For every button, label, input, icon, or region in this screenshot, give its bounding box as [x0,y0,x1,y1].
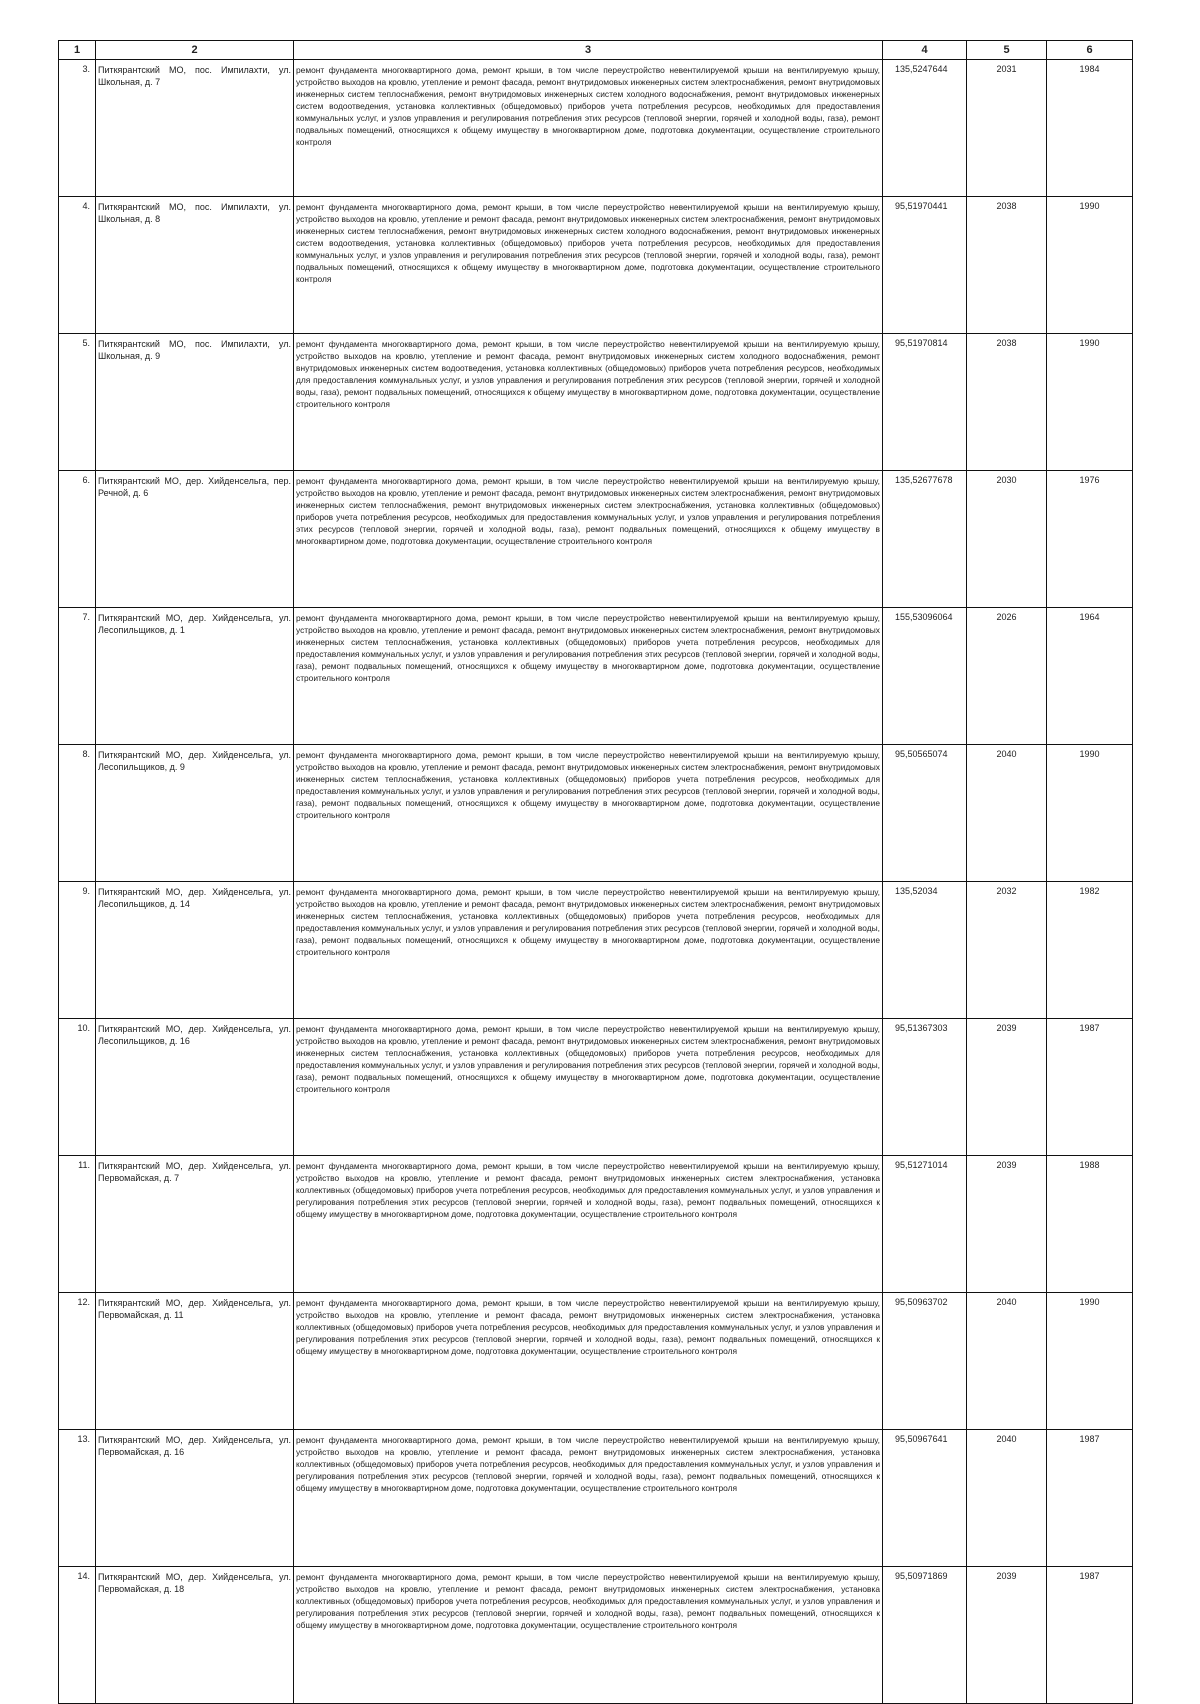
row-address: Питкярантский МО, пос. Импилахти, ул. Школьная, д. 8 [96,197,294,334]
row-built-year: 1982 [1047,882,1133,1019]
row-area: 95,51970814 [883,334,967,471]
header-row [59,41,1133,60]
row-number: 14. [59,1567,96,1704]
register-table [58,40,1133,1704]
row-year: 2038 [967,334,1047,471]
row-year: 2031 [967,60,1047,197]
table-body [59,60,1133,1704]
row-number: 6. [59,471,96,608]
row-area: 95,50967641 [883,1430,967,1567]
row-built-year: 1990 [1047,197,1133,334]
row-number: 8. [59,745,96,882]
row-built-year: 1988 [1047,1156,1133,1293]
row-address: Питкярантский МО, дер. Хийденсельга, пер. Речной, д. 6 [96,471,294,608]
table-row [59,745,1133,882]
row-year: 2030 [967,471,1047,608]
row-works: ремонт фундамента многоквартирного дома, ремонт крыши, в том числе переустройство невентилируемой крыши на вентилируемую крышу, устройство выходов на кровлю, утепление и ремонт фасада, ремонт внутридомовых инженерных систем холодного водоснабжения, ремонт внутридомовых инженерных систем водоотведения, установка коллективных (общедомовых) приборов учета потребления ресурсов, необходимых для предоставления коммунальных услуг, и узлов управления и регулирования потребления этих ресурсов (тепловой энергии, горячей и холодной воды, газа), ремонт подвальных помещений, относящихся к общему имуществу в многоквартирном доме, подготовка документации, осуществление строительного контроля [294,334,883,471]
row-built-year: 1990 [1047,745,1133,882]
row-built-year: 1976 [1047,471,1133,608]
column-header-built: 6 [1047,41,1133,60]
row-address: Питкярантский МО, пос. Импилахти, ул. Школьная, д. 9 [96,334,294,471]
table-row [59,608,1133,745]
table-row [59,882,1133,1019]
row-year: 2040 [967,1293,1047,1430]
row-address: Питкярантский МО, пос. Импилахти, ул. Школьная, д. 7 [96,60,294,197]
table-row [59,1567,1133,1704]
row-area: 95,51367303 [883,1019,967,1156]
table-row [59,471,1133,608]
table-row [59,1430,1133,1567]
table-row [59,197,1133,334]
row-works: ремонт фундамента многоквартирного дома, ремонт крыши, в том числе переустройство невентилируемой крыши на вентилируемую крышу, устройство выходов на кровлю, утепление и ремонт фасада, ремонт внутридомовых инженерных систем электроснабжения, установка коллективных (общедомовых) приборов учета потребления ресурсов, необходимых для предоставления коммунальных услуг, и узлов управления и регулирования потребления этих ресурсов (тепловой энергии, горячей и холодной воды, газа), ремонт подвальных помещений, относящихся к общему имуществу в многоквартирном доме, подготовка документации, осуществление строительного контроля [294,1430,883,1567]
row-works: ремонт фундамента многоквартирного дома, ремонт крыши, в том числе переустройство невентилируемой крыши на вентилируемую крышу, устройство выходов на кровлю, утепление и ремонт фасада, ремонт внутридомовых инженерных систем электроснабжения, ремонт внутридомовых инженерных систем теплоснабжения, установка коллективных (общедомовых) приборов учета потребления ресурсов, необходимых для предоставления коммунальных услуг, и узлов управления и регулирования потребления этих ресурсов (тепловой энергии, горячей и холодной воды, газа), ремонт подвальных помещений, относящихся к общему имуществу в многоквартирном доме, подготовка документации, осуществление строительного контроля [294,1019,883,1156]
row-number: 5. [59,334,96,471]
column-header-area: 4 [883,41,967,60]
row-built-year: 1990 [1047,1293,1133,1430]
row-number: 13. [59,1430,96,1567]
row-works: ремонт фундамента многоквартирного дома, ремонт крыши, в том числе переустройство невентилируемой крыши на вентилируемую крышу, устройство выходов на кровлю, утепление и ремонт фасада, ремонт внутридомовых инженерных систем электроснабжения, ремонт внутридомовых инженерных систем теплоснабжения, ремонт внутридомовых инженерных систем холодного водоснабжения, ремонт внутридомовых инженерных систем водоотведения, установка коллективных (общедомовых) приборов учета потребления ресурсов, необходимых для предоставления коммунальных услуг, и узлов управления и регулирования потребления этих ресурсов (тепловой энергии, горячей и холодной воды, газа), ремонт подвальных помещений, относящихся к общему имуществу в многоквартирном доме, подготовка документации, осуществление строительного контроля [294,197,883,334]
row-area: 135,5247644 [883,60,967,197]
row-number: 10. [59,1019,96,1156]
row-area: 95,50963702 [883,1293,967,1430]
row-built-year: 1987 [1047,1019,1133,1156]
row-area: 135,52677678 [883,471,967,608]
row-address: Питкярантский МО, дер. Хийденсельга, ул. Первомайская, д. 16 [96,1430,294,1567]
row-area: 135,52034 [883,882,967,1019]
row-year: 2040 [967,1430,1047,1567]
row-works: ремонт фундамента многоквартирного дома, ремонт крыши, в том числе переустройство невентилируемой крыши на вентилируемую крышу, устройство выходов на кровлю, утепление и ремонт фасада, ремонт внутридомовых инженерных систем электроснабжения, установка коллективных (общедомовых) приборов учета потребления ресурсов, необходимых для предоставления коммунальных услуг, и узлов управления и регулирования потребления этих ресурсов (тепловой энергии, горячей и холодной воды, газа), ремонт подвальных помещений, относящихся к общему имуществу в многоквартирном доме, подготовка документации, осуществление строительного контроля [294,1293,883,1430]
row-address: Питкярантский МО, дер. Хийденсельга, ул. Первомайская, д. 18 [96,1567,294,1704]
row-address: Питкярантский МО, дер. Хийденсельга, ул. Лесопильщиков, д. 9 [96,745,294,882]
row-address: Питкярантский МО, дер. Хийденсельга, ул. Лесопильщиков, д. 14 [96,882,294,1019]
row-built-year: 1984 [1047,60,1133,197]
row-area: 155,53096064 [883,608,967,745]
row-works: ремонт фундамента многоквартирного дома, ремонт крыши, в том числе переустройство невентилируемой крыши на вентилируемую крышу, устройство выходов на кровлю, утепление и ремонт фасада, ремонт внутридомовых инженерных систем электроснабжения, ремонт внутридомовых инженерных систем теплоснабжения, ремонт внутридомовых инженерных систем холодного водоснабжения, ремонт внутридомовых инженерных систем водоотведения, установка коллективных (общедомовых) приборов учета потребления ресурсов, необходимых для предоставления коммунальных услуг, и узлов управления и регулирования потребления этих ресурсов (тепловой энергии, горячей и холодной воды, газа), ремонт подвальных помещений, относящихся к общему имуществу в многоквартирном доме, подготовка документации, осуществление строительного контроля [294,60,883,197]
row-works: ремонт фундамента многоквартирного дома, ремонт крыши, в том числе переустройство невентилируемой крыши на вентилируемую крышу, устройство выходов на кровлю, утепление и ремонт фасада, ремонт внутридомовых инженерных систем электроснабжения, установка коллективных (общедомовых) приборов учета потребления ресурсов, необходимых для предоставления коммунальных услуг, и узлов управления и регулирования потребления этих ресурсов (тепловой энергии, горячей и холодной воды, газа), ремонт подвальных помещений, относящихся к общему имуществу в многоквартирном доме, подготовка документации, осуществление строительного контроля [294,1156,883,1293]
row-number: 9. [59,882,96,1019]
row-number: 11. [59,1156,96,1293]
row-built-year: 1964 [1047,608,1133,745]
row-area: 95,50565074 [883,745,967,882]
table-row [59,1156,1133,1293]
row-year: 2039 [967,1019,1047,1156]
row-address: Питкярантский МО, дер. Хийденсельга, ул. Первомайская, д. 11 [96,1293,294,1430]
row-number: 7. [59,608,96,745]
row-year: 2026 [967,608,1047,745]
row-works: ремонт фундамента многоквартирного дома, ремонт крыши, в том числе переустройство невентилируемой крыши на вентилируемую крышу, устройство выходов на кровлю, утепление и ремонт фасада, ремонт внутридомовых инженерных систем электроснабжения, ремонт внутридомовых инженерных систем теплоснабжения, ремонт внутридомовых инженерных систем электроснабжения, установка коллективных (общедомовых) приборов учета потребления ресурсов, необходимых для предоставления коммунальных услуг, и узлов управления и регулирования потребления этих ресурсов (тепловой энергии, горячей и холодной воды, газа), ремонт подвальных помещений, относящихся к общему имуществу в многоквартирном доме, подготовка документации, осуществление строительного контроля [294,471,883,608]
row-works: ремонт фундамента многоквартирного дома, ремонт крыши, в том числе переустройство невентилируемой крыши на вентилируемую крышу, устройство выходов на кровлю, утепление и ремонт фасада, ремонт внутридомовых инженерных систем электроснабжения, ремонт внутридомовых инженерных систем теплоснабжения, установка коллективных (общедомовых) приборов учета потребления ресурсов, необходимых для предоставления коммунальных услуг, и узлов управления и регулирования потребления этих ресурсов (тепловой энергии, горячей и холодной воды, газа), ремонт подвальных помещений, относящихся к общему имуществу в многоквартирном доме, подготовка документации, осуществление строительного контроля [294,608,883,745]
row-built-year: 1987 [1047,1430,1133,1567]
column-header-address: 2 [96,41,294,60]
row-address: Питкярантский МО, дер. Хийденсельга, ул. Первомайская, д. 7 [96,1156,294,1293]
table-row [59,1293,1133,1430]
column-header-works: 3 [294,41,883,60]
row-area: 95,51970441 [883,197,967,334]
row-year: 2039 [967,1567,1047,1704]
row-number: 12. [59,1293,96,1430]
column-header-number: 1 [59,41,96,60]
row-year: 2032 [967,882,1047,1019]
row-built-year: 1987 [1047,1567,1133,1704]
table-row [59,60,1133,197]
row-area: 95,50971869 [883,1567,967,1704]
column-header-year: 5 [967,41,1047,60]
table-row [59,334,1133,471]
row-number: 3. [59,60,96,197]
row-built-year: 1990 [1047,334,1133,471]
row-address: Питкярантский МО, дер. Хийденсельга, ул. Лесопильщиков, д. 16 [96,1019,294,1156]
row-works: ремонт фундамента многоквартирного дома, ремонт крыши, в том числе переустройство невентилируемой крыши на вентилируемую крышу, устройство выходов на кровлю, утепление и ремонт фасада, ремонт внутридомовых инженерных систем электроснабжения, ремонт внутридомовых инженерных систем теплоснабжения, установка коллективных (общедомовых) приборов учета потребления ресурсов, необходимых для предоставления коммунальных услуг, и узлов управления и регулирования потребления этих ресурсов (тепловой энергии, горячей и холодной воды, газа), ремонт подвальных помещений, относящихся к общему имуществу в многоквартирном доме, подготовка документации, осуществление строительного контроля [294,745,883,882]
row-area: 95,51271014 [883,1156,967,1293]
row-works: ремонт фундамента многоквартирного дома, ремонт крыши, в том числе переустройство невентилируемой крыши на вентилируемую крышу, устройство выходов на кровлю, утепление и ремонт фасада, ремонт внутридомовых инженерных систем электроснабжения, установка коллективных (общедомовых) приборов учета потребления ресурсов, необходимых для предоставления коммунальных услуг, и узлов управления и регулирования потребления этих ресурсов (тепловой энергии, горячей и холодной воды, газа), ремонт подвальных помещений, относящихся к общему имуществу в многоквартирном доме, подготовка документации, осуществление строительного контроля [294,1567,883,1704]
row-year: 2038 [967,197,1047,334]
row-number: 4. [59,197,96,334]
row-address: Питкярантский МО, дер. Хийденсельга, ул. Лесопильщиков, д. 1 [96,608,294,745]
table-header [59,41,1133,60]
table-row [59,1019,1133,1156]
row-year: 2040 [967,745,1047,882]
row-year: 2039 [967,1156,1047,1293]
row-works: ремонт фундамента многоквартирного дома, ремонт крыши, в том числе переустройство невентилируемой крыши на вентилируемую крышу, устройство выходов на кровлю, утепление и ремонт фасада, ремонт внутридомовых инженерных систем электроснабжения, ремонт внутридомовых инженерных систем теплоснабжения, установка коллективных (общедомовых) приборов учета потребления ресурсов, необходимых для предоставления коммунальных услуг, и узлов управления и регулирования потребления этих ресурсов (тепловой энергии, горячей и холодной воды, газа), ремонт подвальных помещений, относящихся к общему имуществу в многоквартирном доме, подготовка документации, осуществление строительного контроля [294,882,883,1019]
